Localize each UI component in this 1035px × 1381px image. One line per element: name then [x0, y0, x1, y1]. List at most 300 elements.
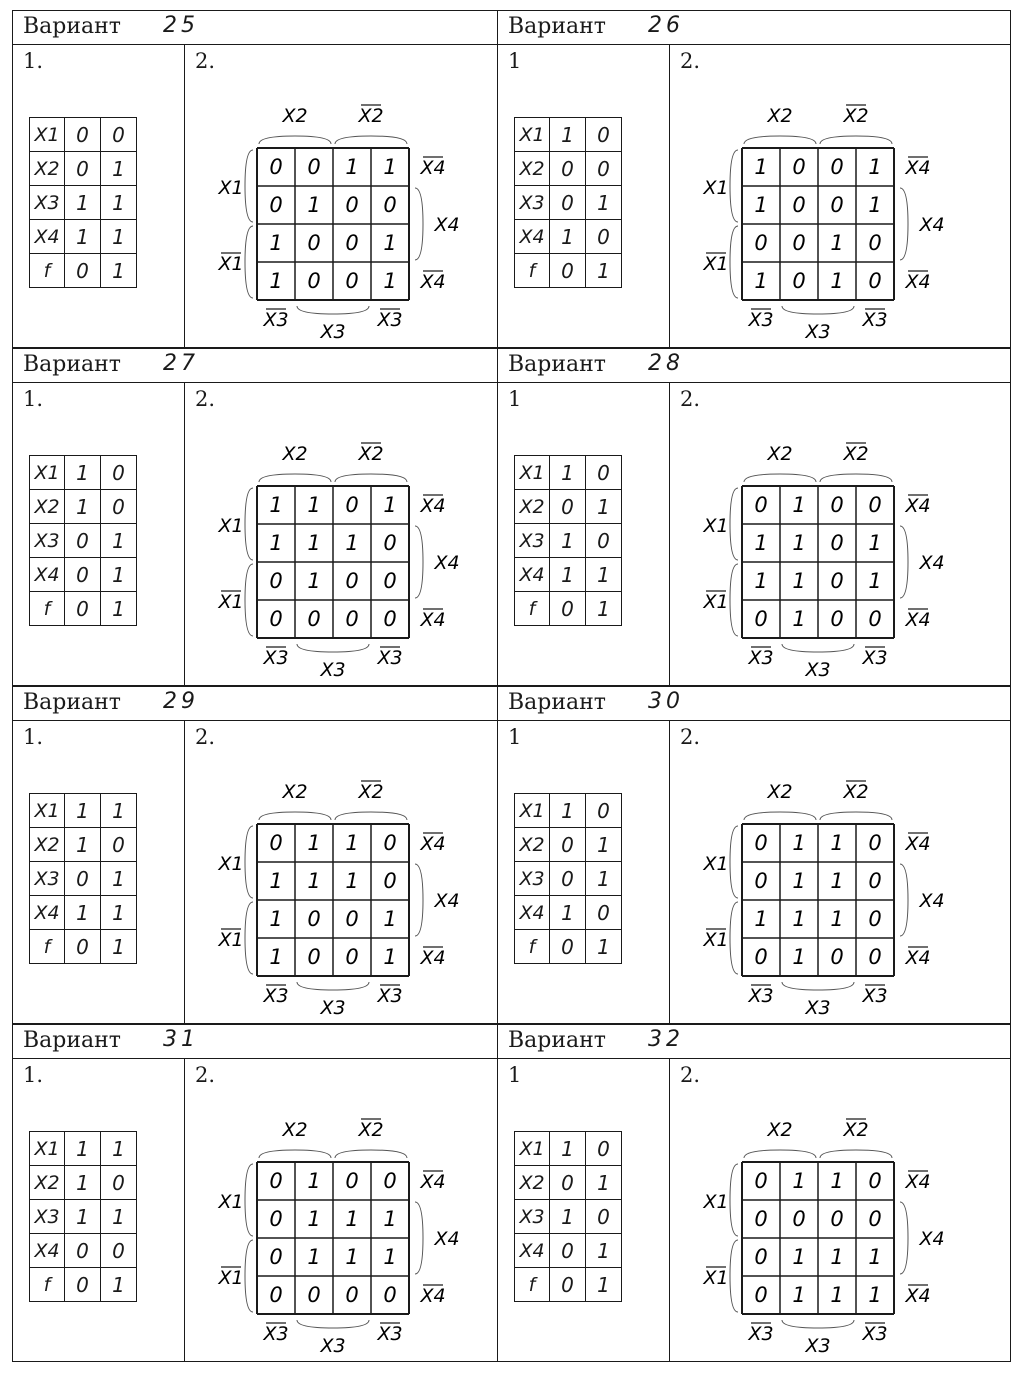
kmap-cell: 0	[307, 269, 321, 293]
truth-table-cell: 1	[65, 220, 101, 254]
truth-table-cell: 1	[101, 592, 137, 626]
truth-table-row	[515, 896, 622, 930]
kmap-brace	[820, 474, 892, 482]
kmap-label-x3: X3	[320, 659, 346, 681]
truth-table-cell: 1	[586, 1234, 622, 1268]
truth-table-var: X2	[30, 828, 65, 862]
kmap-label-x1-bar: X1	[218, 591, 244, 613]
kmap-cell: 1	[792, 607, 806, 631]
task2-cell	[185, 1059, 497, 1361]
kmap-brace	[730, 902, 738, 974]
truth-table-row	[515, 1132, 622, 1166]
truth-table-cell: 0	[101, 456, 137, 490]
kmap-label-x4-bar: X4	[420, 1285, 446, 1307]
kmap-label-x1-bar: X1	[703, 253, 729, 275]
truth-table-row	[515, 152, 622, 186]
kmap-brace	[245, 488, 253, 560]
kmap-cell: 1	[269, 945, 283, 969]
variant-header	[13, 349, 497, 383]
task1-cell	[498, 1059, 670, 1361]
truth-table-cell: 0	[586, 456, 622, 490]
task2-cell	[185, 383, 497, 685]
variant-label: Вариант	[508, 690, 606, 715]
truth-table-row	[30, 524, 137, 558]
truth-table-cell: 1	[65, 828, 101, 862]
truth-table-cell: 0	[65, 118, 101, 152]
kmap-label-x2-bar: X2	[358, 105, 384, 127]
karnaugh-map	[195, 1097, 495, 1357]
truth-table-var: X3	[30, 186, 65, 220]
karnaugh-map	[195, 83, 495, 343]
kmap-cell: 0	[754, 869, 768, 893]
task2-number: 2.	[195, 725, 216, 749]
karnaugh-map	[680, 83, 980, 343]
kmap-cell: 0	[383, 193, 397, 217]
kmap-label-x4: X4	[434, 552, 460, 574]
truth-table-var: X4	[515, 220, 550, 254]
kmap-cell: 0	[345, 569, 359, 593]
kmap-cell: 0	[754, 231, 768, 255]
truth-table-var: X4	[515, 1234, 550, 1268]
variant-label: Вариант	[508, 14, 606, 39]
truth-table-cell: 1	[586, 558, 622, 592]
kmap-cell: 1	[792, 869, 806, 893]
kmap-label-x1: X1	[218, 853, 244, 875]
kmap-cell: 0	[307, 607, 321, 631]
truth-table-cell: 0	[65, 862, 101, 896]
truth-table-var: f	[515, 1268, 550, 1302]
kmap-label-x1-bar: X1	[703, 591, 729, 613]
truth-table-row	[515, 558, 622, 592]
kmap-cell: 1	[307, 1169, 321, 1193]
truth-table-var: X3	[515, 862, 550, 896]
kmap-cell: 1	[269, 493, 283, 517]
task1-cell	[498, 383, 670, 685]
truth-table-var: X2	[30, 490, 65, 524]
variant-block	[497, 686, 1011, 1024]
kmap-label-x4-bar: X4	[420, 1171, 446, 1193]
kmap-cell: 0	[754, 831, 768, 855]
variant-block	[497, 348, 1011, 686]
variants-sheet	[12, 10, 1011, 1364]
variant-number: 31	[163, 1027, 199, 1052]
kmap-brace	[730, 564, 738, 636]
kmap-cell: 0	[830, 531, 844, 555]
truth-table-cell: 0	[101, 828, 137, 862]
kmap-cell: 0	[868, 945, 882, 969]
variant-number: 27	[163, 351, 199, 376]
kmap-label-x3-bar: X3	[748, 985, 774, 1007]
kmap-brace	[744, 474, 816, 482]
kmap-cell: 0	[345, 1283, 359, 1307]
kmap-cell: 0	[830, 493, 844, 517]
kmap-label-x2: X2	[282, 1119, 308, 1141]
truth-table-row	[30, 896, 137, 930]
kmap-cell: 1	[307, 831, 321, 855]
truth-table-cell: 1	[586, 1166, 622, 1200]
kmap-label-x4-bar: X4	[905, 609, 931, 631]
truth-table-var: f	[515, 592, 550, 626]
kmap-cell: 0	[868, 269, 882, 293]
kmap-label-x3: X3	[805, 1335, 831, 1357]
truth-table-cell: 0	[550, 1268, 586, 1302]
truth-table-var: X2	[30, 152, 65, 186]
truth-table-cell: 0	[586, 118, 622, 152]
kmap-cell: 0	[754, 493, 768, 517]
task2-number: 2.	[195, 1063, 216, 1087]
truth-table-cell: 0	[65, 152, 101, 186]
karnaugh-map	[680, 421, 980, 681]
kmap-cell: 1	[754, 155, 768, 179]
truth-table-var: X1	[515, 456, 550, 490]
truth-table-var: X4	[30, 1234, 65, 1268]
truth-table-row	[515, 220, 622, 254]
truth-table-cell: 1	[550, 456, 586, 490]
kmap-label-x2: X2	[282, 443, 308, 465]
kmap-brace	[245, 226, 253, 298]
kmap-brace	[259, 1150, 331, 1158]
kmap-cell: 1	[754, 907, 768, 931]
task1-number: 1.	[23, 387, 44, 411]
truth-table-var: X4	[515, 558, 550, 592]
kmap-cell: 0	[868, 869, 882, 893]
truth-table-cell: 0	[65, 592, 101, 626]
truth-table-var: X3	[515, 524, 550, 558]
variant-label: Вариант	[23, 352, 121, 377]
kmap-cell: 1	[830, 831, 844, 855]
kmap-cell: 1	[868, 193, 882, 217]
kmap-cell: 1	[307, 493, 321, 517]
variant-block	[12, 348, 498, 686]
kmap-cell: 1	[830, 269, 844, 293]
kmap-cell: 0	[868, 907, 882, 931]
truth-table-cell: 1	[101, 1132, 137, 1166]
kmap-cell: 0	[792, 231, 806, 255]
truth-table-row	[30, 456, 137, 490]
truth-table-row	[515, 186, 622, 220]
truth-table-cell: 1	[550, 1132, 586, 1166]
truth-table-var: f	[30, 930, 65, 964]
kmap-label-x2: X2	[282, 781, 308, 803]
truth-table-cell: 0	[550, 186, 586, 220]
truth-table-cell: 1	[550, 220, 586, 254]
kmap-label-x1-bar: X1	[218, 929, 244, 951]
truth-table-cell: 1	[101, 862, 137, 896]
truth-table-cell: 0	[101, 1234, 137, 1268]
kmap-label-x3-bar: X3	[748, 1323, 774, 1345]
truth-table-row	[30, 1166, 137, 1200]
truth-table-cell: 1	[65, 896, 101, 930]
task2-number: 2.	[680, 387, 701, 411]
kmap-cell: 0	[868, 231, 882, 255]
kmap-cell: 0	[792, 193, 806, 217]
kmap-cell: 0	[345, 945, 359, 969]
kmap-cell: 1	[269, 231, 283, 255]
kmap-brace	[744, 136, 816, 144]
kmap-label-x4: X4	[919, 552, 945, 574]
kmap-label-x1: X1	[703, 853, 729, 875]
kmap-cell: 1	[868, 1245, 882, 1269]
truth-table-row	[30, 490, 137, 524]
kmap-label-x3-bar: X3	[862, 985, 888, 1007]
truth-table-cell: 0	[550, 592, 586, 626]
truth-table-row	[30, 558, 137, 592]
truth-table-var: X3	[515, 1200, 550, 1234]
truth-table-row	[30, 930, 137, 964]
kmap-cell: 0	[830, 569, 844, 593]
kmap-label-x1: X1	[218, 177, 244, 199]
variant-number: 25	[163, 13, 199, 38]
kmap-label-x1: X1	[218, 1191, 244, 1213]
kmap-cell: 1	[868, 155, 882, 179]
kmap-brace	[782, 644, 854, 652]
kmap-cell: 1	[830, 1245, 844, 1269]
task1-number: 1.	[23, 1063, 44, 1087]
kmap-cell: 0	[269, 569, 283, 593]
karnaugh-map	[680, 1097, 980, 1357]
kmap-cell: 1	[345, 155, 359, 179]
kmap-cell: 1	[345, 531, 359, 555]
truth-table-cell: 0	[65, 558, 101, 592]
kmap-cell: 1	[868, 1283, 882, 1307]
kmap-label-x1: X1	[703, 177, 729, 199]
kmap-cell: 1	[307, 1245, 321, 1269]
truth-table-row	[515, 1234, 622, 1268]
kmap-cell: 0	[754, 1207, 768, 1231]
task2-cell	[670, 383, 1010, 685]
kmap-label-x3-bar: X3	[377, 985, 403, 1007]
truth-table-row	[515, 490, 622, 524]
kmap-label-x3-bar: X3	[748, 309, 774, 331]
truth-table-cell: 1	[550, 1200, 586, 1234]
kmap-cell: 0	[754, 1245, 768, 1269]
truth-table-var: X3	[515, 186, 550, 220]
kmap-cell: 0	[792, 1207, 806, 1231]
truth-table-var: X4	[515, 896, 550, 930]
kmap-label-x3-bar: X3	[263, 647, 289, 669]
kmap-label-x3: X3	[805, 997, 831, 1019]
kmap-cell: 0	[345, 193, 359, 217]
task2-number: 2.	[195, 49, 216, 73]
kmap-cell: 0	[830, 1207, 844, 1231]
truth-table-cell: 1	[101, 152, 137, 186]
kmap-label-x2-bar: X2	[843, 105, 869, 127]
truth-table	[514, 117, 622, 288]
truth-table-cell: 0	[550, 828, 586, 862]
task2-cell	[670, 45, 1010, 347]
truth-table-cell: 1	[65, 186, 101, 220]
variant-block	[497, 1024, 1011, 1362]
truth-table-cell: 1	[101, 254, 137, 288]
truth-table-cell: 1	[586, 254, 622, 288]
variant-block	[497, 10, 1011, 348]
kmap-label-x4-bar: X4	[420, 271, 446, 293]
kmap-cell: 0	[307, 1283, 321, 1307]
variant-label: Вариант	[508, 352, 606, 377]
kmap-cell: 0	[383, 569, 397, 593]
truth-table-row	[30, 862, 137, 896]
kmap-cell: 1	[830, 907, 844, 931]
truth-table-row	[515, 524, 622, 558]
kmap-brace	[335, 812, 407, 820]
kmap-brace	[782, 306, 854, 314]
kmap-brace	[245, 1164, 253, 1236]
truth-table-var: f	[30, 1268, 65, 1302]
truth-table-cell: 1	[65, 1200, 101, 1234]
kmap-cell: 0	[383, 531, 397, 555]
kmap-label-x1: X1	[703, 1191, 729, 1213]
kmap-label-x3: X3	[320, 997, 346, 1019]
truth-table-cell: 1	[586, 592, 622, 626]
kmap-cell: 0	[868, 1169, 882, 1193]
kmap-label-x4: X4	[434, 214, 460, 236]
variant-number: 29	[163, 689, 199, 714]
kmap-label-x4: X4	[919, 890, 945, 912]
truth-table-var: X1	[30, 118, 65, 152]
truth-table-cell: 0	[586, 220, 622, 254]
kmap-label-x4-bar: X4	[420, 947, 446, 969]
truth-table-var: X1	[515, 118, 550, 152]
kmap-cell: 0	[754, 607, 768, 631]
truth-table-cell: 0	[550, 862, 586, 896]
kmap-cell: 1	[383, 1245, 397, 1269]
truth-table-row	[30, 118, 137, 152]
kmap-brace	[297, 306, 369, 314]
kmap-brace	[259, 136, 331, 144]
kmap-label-x4-bar: X4	[420, 157, 446, 179]
kmap-cell: 1	[792, 907, 806, 931]
truth-table-cell: 1	[586, 862, 622, 896]
kmap-label-x4: X4	[919, 214, 945, 236]
kmap-cell: 1	[754, 569, 768, 593]
truth-table	[29, 455, 137, 626]
kmap-label-x2: X2	[767, 105, 793, 127]
kmap-brace	[730, 826, 738, 898]
kmap-label-x1: X1	[218, 515, 244, 537]
kmap-cell: 0	[830, 155, 844, 179]
kmap-label-x4-bar: X4	[420, 833, 446, 855]
kmap-label-x4-bar: X4	[905, 157, 931, 179]
variant-label: Вариант	[23, 690, 121, 715]
karnaugh-map	[195, 759, 495, 1019]
truth-table-var: X3	[30, 524, 65, 558]
kmap-cell: 0	[269, 831, 283, 855]
truth-table-row	[30, 794, 137, 828]
truth-table	[29, 117, 137, 288]
truth-table-var: f	[515, 930, 550, 964]
kmap-cell: 0	[269, 1283, 283, 1307]
kmap-label-x3: X3	[805, 321, 831, 343]
truth-table-cell: 1	[65, 794, 101, 828]
variant-header	[13, 1025, 497, 1059]
kmap-cell: 0	[830, 607, 844, 631]
variant-block	[12, 10, 498, 348]
kmap-label-x2: X2	[767, 1119, 793, 1141]
kmap-brace	[900, 526, 908, 598]
kmap-label-x4-bar: X4	[905, 1285, 931, 1307]
kmap-label-x3-bar: X3	[263, 309, 289, 331]
kmap-brace	[297, 1320, 369, 1328]
kmap-label-x4-bar: X4	[905, 495, 931, 517]
kmap-cell: 0	[345, 269, 359, 293]
truth-table-row	[515, 794, 622, 828]
variant-label: Вариант	[23, 1028, 121, 1053]
kmap-cell: 1	[792, 531, 806, 555]
task2-cell	[670, 1059, 1010, 1361]
kmap-cell: 0	[792, 155, 806, 179]
kmap-label-x1: X1	[703, 515, 729, 537]
truth-table-row	[30, 1234, 137, 1268]
kmap-brace	[335, 136, 407, 144]
task2-number: 2.	[680, 725, 701, 749]
truth-table-cell: 0	[101, 1166, 137, 1200]
kmap-cell: 1	[383, 493, 397, 517]
kmap-brace	[245, 826, 253, 898]
truth-table-cell: 1	[550, 118, 586, 152]
kmap-cell: 0	[269, 1207, 283, 1231]
kmap-brace	[245, 1240, 253, 1312]
truth-table-cell: 0	[550, 152, 586, 186]
truth-table-cell: 1	[101, 524, 137, 558]
kmap-brace	[730, 226, 738, 298]
variant-block	[12, 1024, 498, 1362]
kmap-label-x3-bar: X3	[377, 647, 403, 669]
truth-table-var: X4	[30, 220, 65, 254]
kmap-cell: 0	[345, 493, 359, 517]
truth-table-cell: 1	[65, 1132, 101, 1166]
task1-cell	[13, 383, 185, 685]
truth-table-row	[515, 1268, 622, 1302]
kmap-cell: 0	[269, 607, 283, 631]
kmap-label-x2-bar: X2	[358, 1119, 384, 1141]
kmap-label-x1-bar: X1	[218, 1267, 244, 1289]
kmap-brace	[297, 982, 369, 990]
truth-table-cell: 1	[101, 1268, 137, 1302]
truth-table-cell: 0	[550, 930, 586, 964]
kmap-label-x3: X3	[320, 321, 346, 343]
task1-cell	[13, 1059, 185, 1361]
truth-table-cell: 1	[101, 558, 137, 592]
kmap-cell: 0	[383, 607, 397, 631]
truth-table	[29, 793, 137, 964]
variant-label: Вариант	[508, 1028, 606, 1053]
kmap-label-x4-bar: X4	[905, 947, 931, 969]
task2-number: 2.	[680, 1063, 701, 1087]
kmap-cell: 1	[792, 493, 806, 517]
kmap-brace	[730, 1164, 738, 1236]
truth-table-var: X1	[30, 794, 65, 828]
truth-table-row	[515, 862, 622, 896]
truth-table	[514, 793, 622, 964]
kmap-cell: 1	[792, 1245, 806, 1269]
truth-table-var: X1	[30, 1132, 65, 1166]
kmap-cell: 1	[345, 869, 359, 893]
truth-table-row	[515, 828, 622, 862]
kmap-label-x3-bar: X3	[748, 647, 774, 669]
kmap-label-x3-bar: X3	[862, 309, 888, 331]
kmap-cell: 0	[383, 831, 397, 855]
truth-table-var: f	[515, 254, 550, 288]
truth-table-cell: 1	[65, 490, 101, 524]
kmap-brace	[900, 1202, 908, 1274]
kmap-brace	[297, 644, 369, 652]
kmap-label-x3-bar: X3	[862, 1323, 888, 1345]
truth-table-row	[515, 1200, 622, 1234]
kmap-brace	[335, 474, 407, 482]
truth-table-cell: 1	[586, 828, 622, 862]
truth-table-cell: 1	[550, 524, 586, 558]
truth-table-row	[30, 828, 137, 862]
